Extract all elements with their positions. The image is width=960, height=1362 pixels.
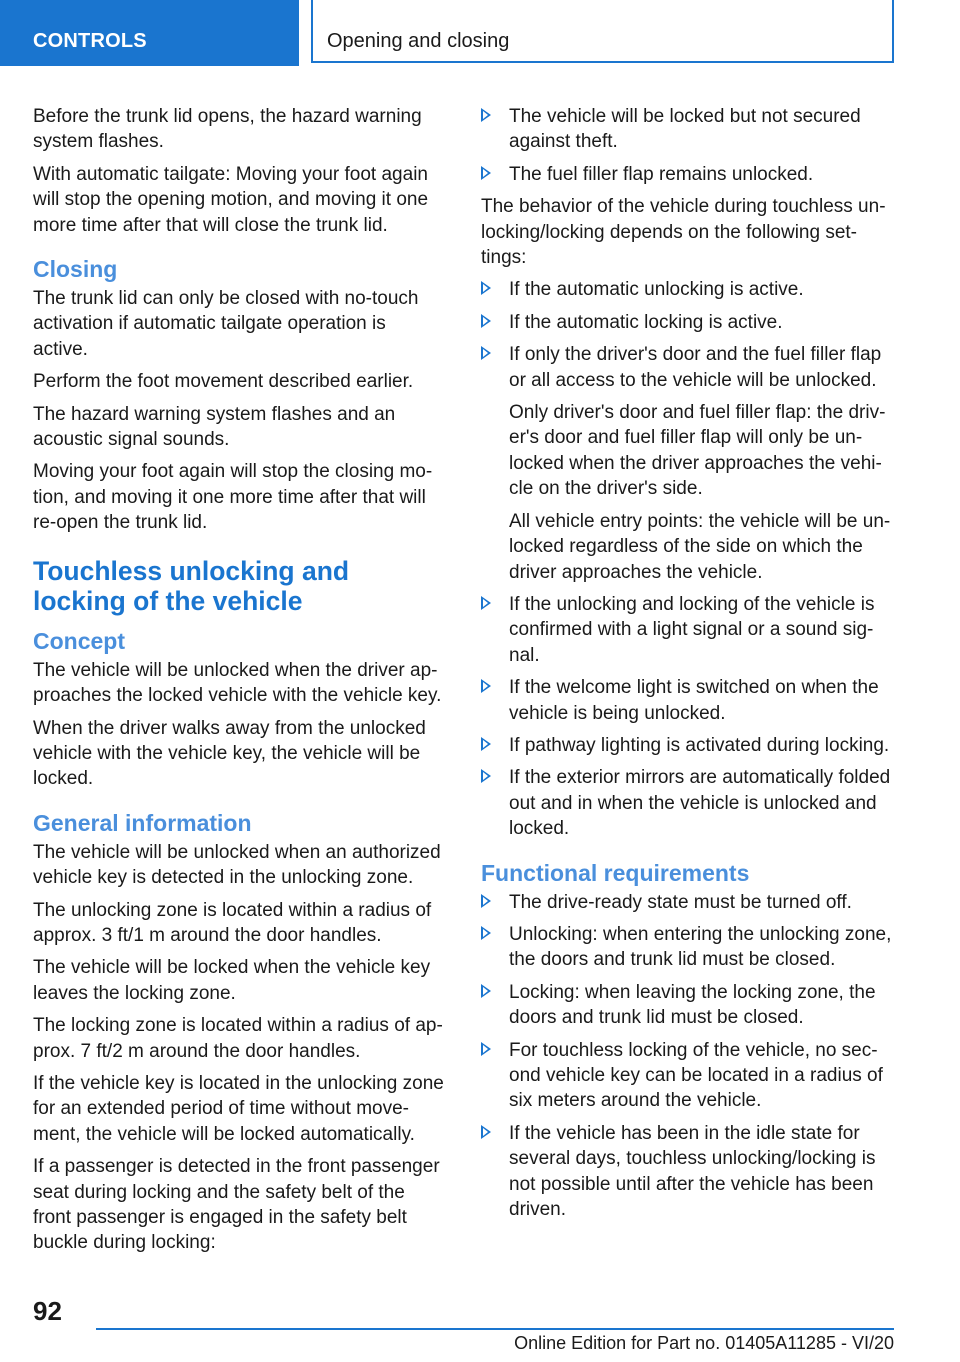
triangle-bullet-icon: [481, 679, 491, 693]
header-chapter-title: Opening and closing: [327, 30, 510, 52]
list-item: [481, 162, 893, 187]
list-item: [481, 980, 893, 1031]
paragraph: The vehicle will be unlocked when an authorized vehicle key is detected in the unlocking zone.: [33, 841, 441, 889]
triangle-bullet-icon: [481, 346, 491, 360]
header-chapter-box: [311, 0, 894, 63]
triangle-bullet-icon: [481, 1042, 491, 1056]
concept-heading: Concept: [33, 627, 125, 654]
paragraph: If the vehicle key is located in the unlocking zone for an extended period of time without move‐ment, the vehicle will be locked automatically.: [33, 1072, 444, 1145]
list-item-text: Locking: when leaving the locking zone, the doors and trunk lid must be closed.: [509, 981, 876, 1029]
paragraph: Moving your foot again will stop the closing mo‐tion, and moving it one more time after that will re-open the trunk lid.: [33, 461, 433, 534]
list-item-text: If the exterior mirrors are automatically folded out and in when the vehicle is unlocked and locked.: [509, 767, 891, 840]
list-item: [481, 1121, 893, 1223]
list-item-text: If the vehicle has been in the idle state for several days, touchless unlocking/locking is not possible until after the vehicle has been driven.: [509, 1122, 876, 1221]
list-item: [481, 890, 893, 915]
triangle-bullet-icon: [481, 108, 491, 122]
paragraph: Perform the foot movement described earlier.: [33, 371, 414, 393]
list-item-text: If the welcome light is switched on when the vehicle is being unlocked.: [509, 677, 879, 724]
paragraph: The vehicle will be locked when the vehicle key leaves the locking zone.: [33, 957, 431, 1004]
list-item-text: If pathway lighting is activated during locking.: [509, 734, 890, 756]
paragraph: With automatic tailgate: Moving your foot again will stop the opening motion, and moving it one more time after that will close the trunk lid.: [33, 163, 429, 236]
paragraph: The vehicle will be unlocked when the driver ap‐proaches the locked vehicle with the vehicle key.: [33, 659, 442, 707]
list-item: [481, 733, 893, 758]
paragraph: When the driver walks away from the unlocked vehicle with the vehicle key, the vehicle will be locked.: [33, 717, 426, 790]
functional-requirements-heading: Functional requirements: [481, 859, 750, 886]
list-item-text: The drive-ready state must be turned off.: [509, 891, 852, 913]
paragraph: The hazard warning system flashes and an acoustic signal sounds.: [33, 403, 396, 451]
list-item-text: If the unlocking and locking of the vehicle is confirmed with a light signal or a sound sig‐nal.: [509, 593, 875, 666]
list-item-text: If the automatic unlocking is active.: [509, 279, 804, 301]
triangle-bullet-icon: [481, 737, 491, 751]
page-number: 92: [33, 1296, 62, 1326]
list-item: [481, 592, 893, 668]
left-column: [33, 104, 445, 1263]
list-item: [481, 675, 893, 726]
triangle-bullet-icon: [481, 984, 491, 998]
list-item-text: If only the driver's door and the fuel filler flap or all access to the vehicle will be unlocked.: [509, 344, 882, 391]
indented-paragraph: All vehicle entry points: the vehicle will be un‐locked regardless of the side on which the driver approaches the vehicle.: [509, 510, 891, 583]
list-item: [481, 277, 893, 302]
footer-edition-text: Online Edition for Part no. 01405A11285 - VI/20: [514, 1333, 894, 1353]
paragraph: The locking zone is located within a radius of ap‐prox. 7 ft/2 m around the door handles.: [33, 1015, 443, 1062]
paragraph: If a passenger is detected in the front passenger seat during locking and the safety belt of the front passenger is engaged in the safety belt buckle during locking:: [33, 1156, 440, 1254]
list-item: [481, 342, 893, 393]
footer-divider: [96, 1328, 894, 1330]
paragraph: The behavior of the vehicle during touchless un‐locking/locking depends on the following set‐tings:: [481, 196, 886, 269]
triangle-bullet-icon: [481, 769, 491, 783]
triangle-bullet-icon: [481, 314, 491, 328]
triangle-bullet-icon: [481, 281, 491, 295]
general-information-heading: General information: [33, 809, 252, 836]
list-item: [481, 1038, 893, 1114]
list-item: [481, 922, 893, 973]
list-item: [481, 765, 893, 841]
list-item-text: If the automatic locking is active.: [509, 311, 783, 333]
list-item-text: The vehicle will be locked but not secured against theft.: [509, 106, 861, 153]
triangle-bullet-icon: [481, 926, 491, 940]
triangle-bullet-icon: [481, 894, 491, 908]
closing-heading: Closing: [33, 256, 118, 283]
paragraph: The unlocking zone is located within a radius of approx. 3 ft/1 m around the door handles.: [33, 899, 432, 946]
section-heading: Touchless unlocking and locking of the vehicle: [33, 555, 350, 616]
header-section-label-box: [0, 0, 299, 66]
list-item: [481, 104, 893, 155]
paragraph: The trunk lid can only be closed with no-touch activation if automatic tailgate operation is active.: [33, 288, 419, 360]
triangle-bullet-icon: [481, 1125, 491, 1139]
list-item-text: The fuel filler flap remains unlocked.: [509, 163, 814, 185]
right-column: [481, 104, 893, 1229]
header-section-label: CONTROLS: [33, 30, 147, 52]
paragraph: Before the trunk lid opens, the hazard warning system flashes.: [33, 106, 422, 153]
indented-paragraph: Only driver's door and fuel filler flap: the driv‐er's door and fuel filler flap will only be un‐locked when the driver approaches the vehi‐cle on the driver's side.: [509, 402, 886, 500]
list-item-text: Unlocking: when entering the unlocking zone, the doors and trunk lid must be closed.: [509, 923, 892, 971]
triangle-bullet-icon: [481, 166, 491, 180]
triangle-bullet-icon: [481, 596, 491, 610]
list-item-text: For touchless locking of the vehicle, no sec‐ond vehicle key can be located in a radius of six meters around the vehicle.: [509, 1039, 883, 1112]
list-item: [481, 310, 893, 335]
